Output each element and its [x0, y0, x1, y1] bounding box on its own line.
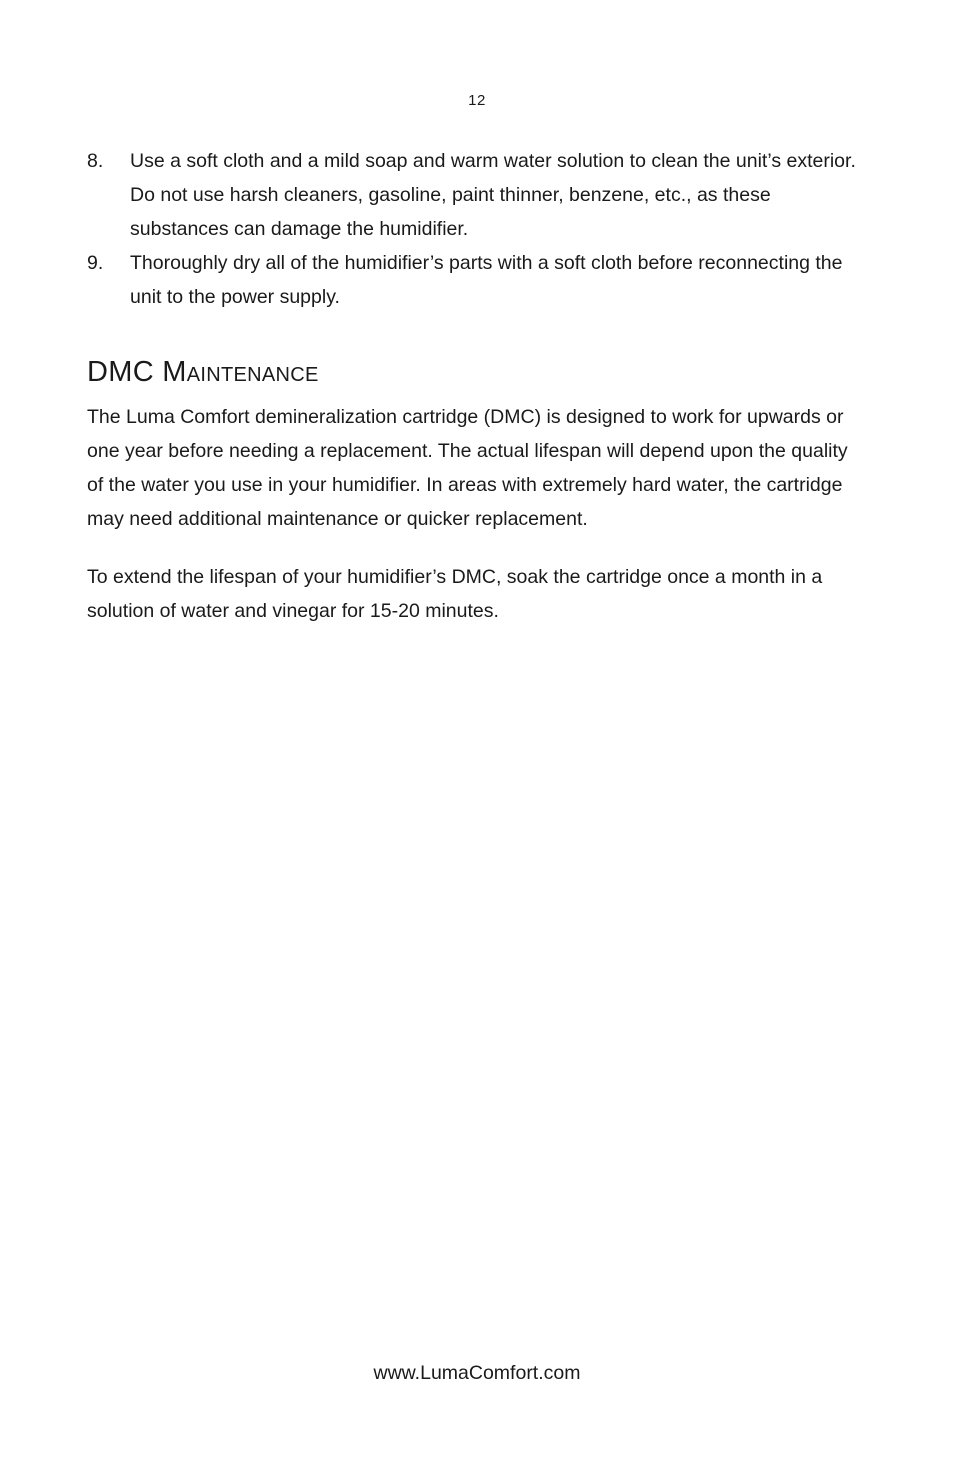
section-heading: DMC Maintenance: [87, 356, 319, 388]
website-link[interactable]: www.LumaComfort.com: [373, 1362, 581, 1384]
page-footer: [0, 1358, 954, 1388]
list-item: [87, 246, 867, 314]
body-paragraph: To extend the lifespan of your humidifier’s DMC, soak the cartridge once a month in a solution of water and vinegar for 15-20 minutes.: [87, 566, 823, 622]
step-text: Use a soft cloth and a mild soap and warm water solution to clean the unit’s exterior. Do not use harsh cleaners, gasoline, paint thinner, benzene, etc., as these substances can damage the humidifier.: [130, 150, 856, 240]
list-item: [87, 144, 867, 246]
page-number: 12: [468, 92, 486, 109]
step-number: 8.: [87, 150, 104, 172]
cleaning-steps-list: [87, 144, 867, 314]
step-number: 9.: [87, 252, 104, 274]
step-text: Thoroughly dry all of the humidifier’s parts with a soft cloth before reconnecting the unit to the power supply.: [130, 252, 843, 308]
body-paragraph: The Luma Comfort demineralization cartridge (DMC) is designed to work for upwards or one year before needing a replacement. The actual lifespan will depend upon the quality of the water you use in your humidifier. In areas with extremely hard water, the cartridge may need additional maintenance or quicker replacement.: [87, 406, 848, 530]
page-content: [87, 144, 867, 652]
